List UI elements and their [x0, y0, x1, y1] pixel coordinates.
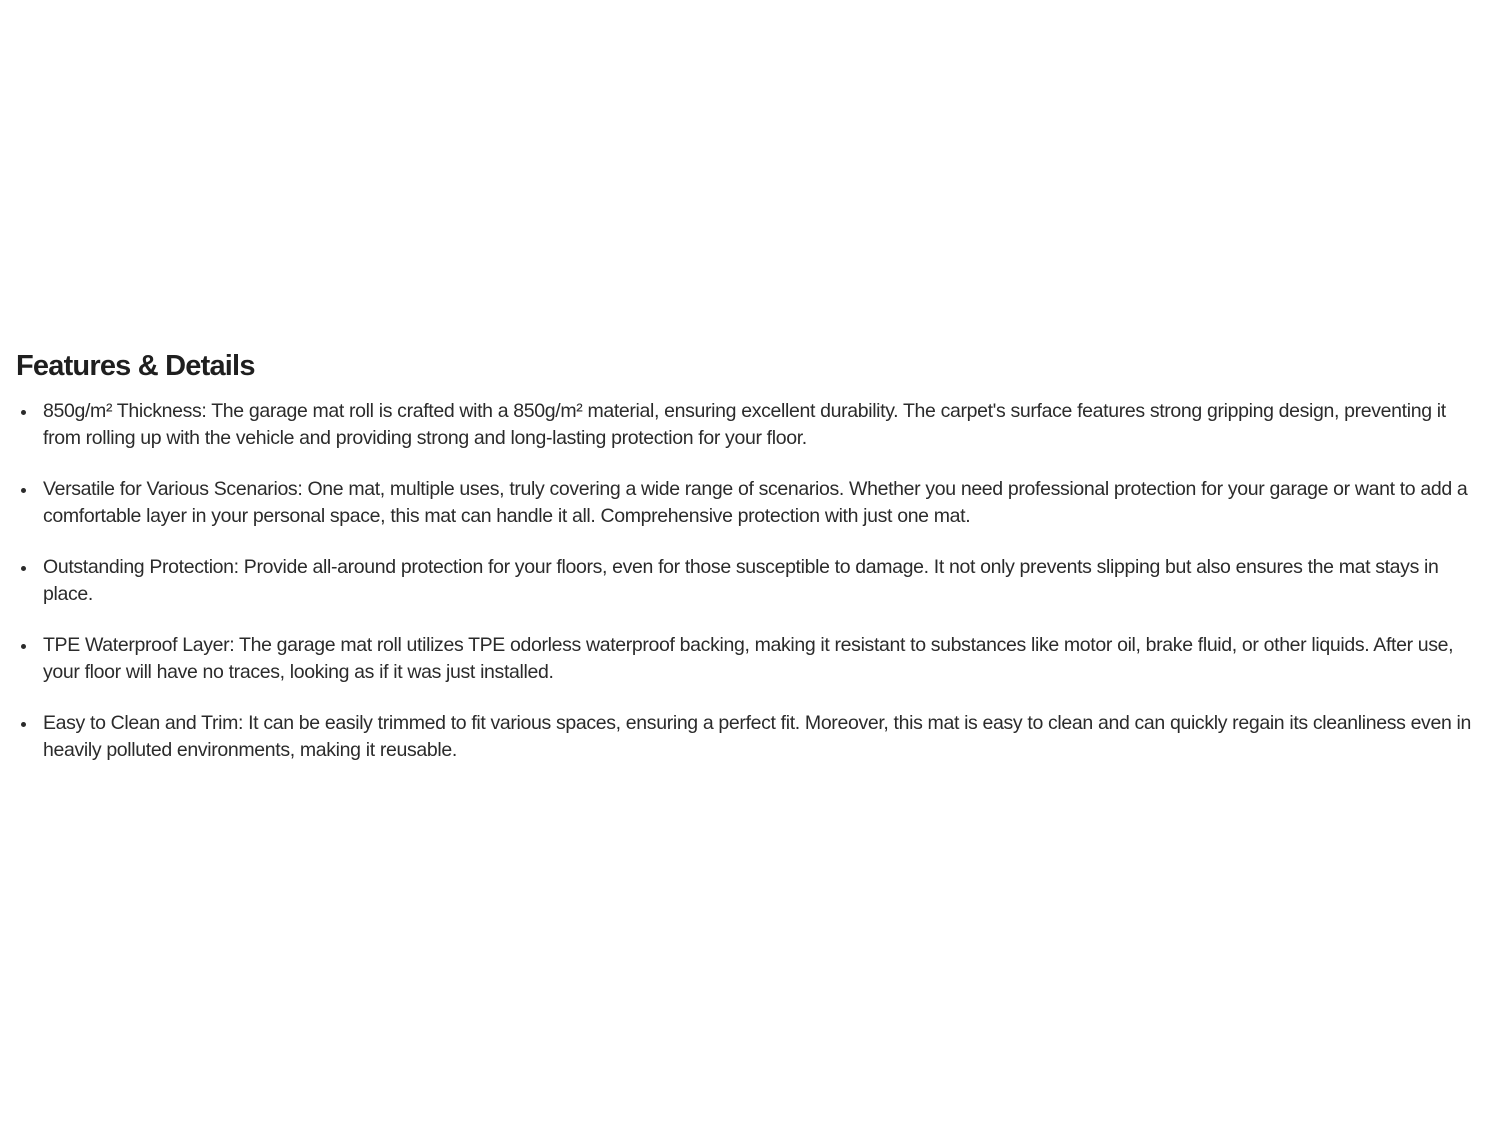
feature-text: TPE Waterproof Layer: The garage mat roll utilizes TPE odorless waterproof backing, making it resistant to substances like motor oil, brake fluid, or other liquids. After use, your floor will have no traces, looking as if it was just installed. — [43, 634, 1454, 683]
feature-text: Easy to Clean and Trim: It can be easily trimmed to fit various spaces, ensuring a perfect fit. Moreover, this mat is easy to clean and can quickly regain its cleanliness even in heavily polluted environments, making it reusable. — [43, 712, 1471, 761]
list-item — [16, 554, 1486, 608]
list-item — [16, 398, 1486, 452]
feature-text: Versatile for Various Scenarios: One mat, multiple uses, truly covering a wide range of scenarios. Whether you need professional protection for your garage or want to add a comfortable layer in your personal space, this mat can handle it all. Comprehensive protection with just one mat. — [43, 478, 1468, 527]
list-item — [16, 710, 1486, 764]
bullet-icon — [21, 488, 26, 493]
list-item — [16, 476, 1486, 530]
bullet-icon — [21, 644, 26, 649]
features-details-section — [16, 348, 1486, 788]
bullet-icon — [21, 722, 26, 727]
list-item — [16, 632, 1486, 686]
feature-text: Outstanding Protection: Provide all-around protection for your floors, even for those susceptible to damage. It not only prevents slipping but also ensures the mat stays in place. — [43, 556, 1439, 605]
feature-list — [16, 398, 1486, 764]
bullet-icon — [21, 410, 26, 415]
bullet-icon — [21, 566, 26, 571]
section-title: Features & Details — [16, 350, 255, 382]
feature-text: 850g/m² Thickness: The garage mat roll is crafted with a 850g/m² material, ensuring excellent durability. The carpet's surface features strong gripping design, preventing it from rolling up with the vehicle and providing strong and long-lasting protection for your floor. — [43, 400, 1446, 449]
